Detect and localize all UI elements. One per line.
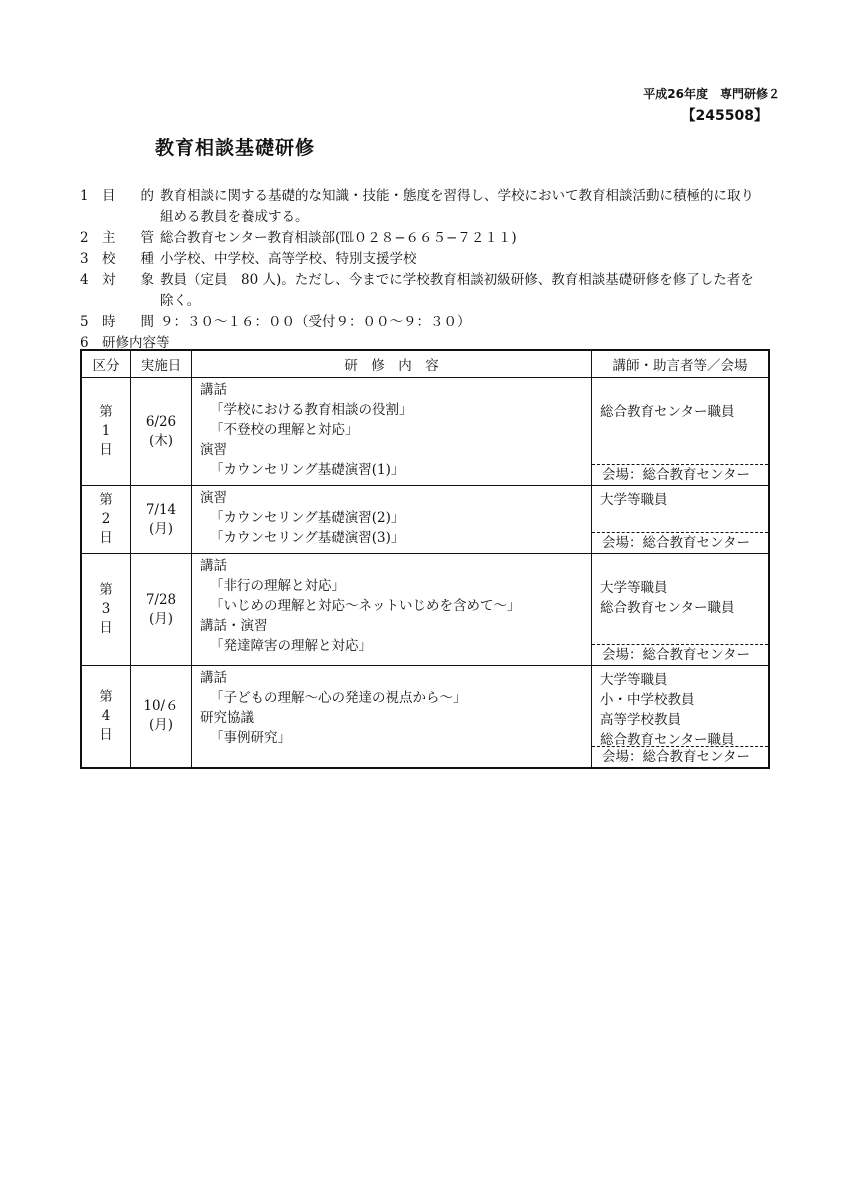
- outline-item: [80, 207, 775, 228]
- outline-item-label: [102, 312, 160, 333]
- instructor-name: 大学等職員: [600, 672, 668, 688]
- instructor-name: 総合教育センター職員: [600, 600, 735, 616]
- session-topic: 「発達障害の理解と対応」: [210, 638, 372, 654]
- instructor-name: 高等学校教員: [600, 712, 681, 728]
- instructor-cell: [592, 666, 770, 768]
- session-topic: 「いじめの理解と対応〜ネットいじめを含めて〜」: [210, 598, 521, 614]
- outline-item-number: 1: [80, 188, 89, 204]
- session-topic: 「カウンセリング基礎演習(1)」: [210, 462, 405, 478]
- outline-item-text: 教育相談に関する基礎的な知識・技能・態度を習得し、学校において教育相談活動に積極的に取り: [160, 188, 754, 204]
- outline-item-number: [80, 207, 102, 228]
- day-label-char: 第: [99, 582, 113, 598]
- outline-item: [80, 270, 775, 291]
- page-title: 教育相談基礎研修: [155, 137, 316, 159]
- instructor-name: 大学等職員: [600, 580, 668, 596]
- outline-label-char: 研修内容等: [102, 335, 170, 351]
- session-content: [192, 486, 592, 554]
- instructor-cell: [592, 486, 770, 554]
- session-content: [192, 554, 592, 666]
- fiscal-year-label: 平成26年度 専門研修２: [643, 87, 780, 101]
- session-content: [192, 378, 592, 486]
- session-date: [131, 666, 192, 768]
- outline-item-label: [102, 291, 160, 312]
- session-topic: 「不登校の理解と対応」: [210, 422, 359, 438]
- outline-label-char: 象: [140, 272, 154, 288]
- header-date: 実施日: [131, 350, 192, 378]
- outline-label-char: 対: [102, 272, 116, 288]
- outline-item: [80, 249, 775, 270]
- instructor-list: [592, 378, 768, 422]
- course-code: 【245508】: [681, 108, 768, 124]
- session-date-value: 6/26: [145, 413, 177, 430]
- header-content: 研 修 内 容: [192, 350, 592, 378]
- venue-label: 会場：総合教育センター: [592, 746, 768, 767]
- session-date-value: 7/28: [145, 591, 177, 608]
- outline-label-char: 種: [140, 251, 154, 267]
- outline-item-number: 3: [80, 251, 89, 267]
- outline-item-text: ９：３０〜１６：００（受付９：００〜９：３０）: [160, 314, 471, 330]
- session-weekday: (木): [148, 432, 174, 449]
- outline-label-char: 管: [140, 230, 154, 246]
- session-format: 講話: [200, 670, 227, 686]
- outline-item-text: 除く。: [160, 293, 201, 309]
- instructor-name: [600, 382, 768, 402]
- day-label-char: 第: [99, 492, 113, 508]
- session-format: 講話・演習: [200, 618, 268, 634]
- session-format: 演習: [200, 490, 227, 506]
- venue-label: 会場：総合教育センター: [592, 644, 768, 665]
- schedule-header-row: [81, 350, 769, 378]
- day-label-char: 日: [99, 726, 113, 743]
- outline-item-text: 教員（定員 80 人)。ただし、今までに学校教育相談初級研修、教育相談基礎研修を修了した者を: [160, 272, 754, 288]
- day-label-char: 2: [101, 511, 111, 527]
- session-format: 演習: [200, 442, 227, 458]
- session-topic: 「学校における教育相談の役割」: [210, 402, 413, 418]
- session-topic: 「子どもの理解〜心の発達の視点から〜」: [210, 690, 467, 706]
- outline-item: [80, 186, 775, 207]
- outline-item-label: [102, 186, 160, 207]
- session-topic: 「カウンセリング基礎演習(2)」: [210, 510, 405, 526]
- instructor-list: [592, 554, 768, 618]
- outline-label-char: 時: [102, 314, 116, 330]
- outline-label-char: 目: [102, 188, 116, 204]
- outline-item-label: [102, 270, 160, 291]
- instructor-cell: [592, 378, 770, 486]
- session-weekday: (月): [148, 610, 174, 627]
- schedule-row: [81, 378, 769, 486]
- session-format: 講話: [200, 558, 227, 574]
- outline-label-char: 間: [140, 314, 154, 330]
- outline-item: [80, 312, 775, 333]
- session-content: [192, 666, 592, 768]
- day-label: [81, 554, 131, 666]
- instructor-cell: [592, 554, 770, 666]
- instructor-list: [592, 666, 768, 750]
- schedule-table: [80, 349, 770, 769]
- instructor-name: 総合教育センター職員: [600, 404, 735, 420]
- day-label: [81, 378, 131, 486]
- outline-list: [80, 186, 775, 354]
- day-label-char: 第: [99, 404, 113, 420]
- session-date: [131, 554, 192, 666]
- session-weekday: (月): [148, 717, 174, 734]
- venue-label: 会場：総合教育センター: [592, 464, 768, 485]
- instructor-list: [592, 486, 768, 510]
- instructor-name: 小・中学校教員: [600, 692, 695, 708]
- instructor-name: 総合教育センター職員: [600, 732, 735, 748]
- session-format: 研究協議: [200, 710, 254, 726]
- day-label: [81, 666, 131, 768]
- instructor-name: [600, 558, 768, 578]
- day-label-char: 第: [99, 688, 113, 705]
- schedule-row: [81, 554, 769, 666]
- session-topic: 「カウンセリング基礎演習(3)」: [210, 530, 405, 546]
- outline-item-text: 小学校、中学校、高等学校、特別支援学校: [160, 251, 417, 267]
- outline-item-number: 2: [80, 230, 89, 246]
- outline-item-number: [80, 291, 102, 312]
- session-date: [131, 486, 192, 554]
- schedule-row: [81, 486, 769, 554]
- outline-item-text: 総合教育センター教育相談部(℡０２８−６６５−７２１１): [160, 230, 517, 246]
- session-date-value: 10/６: [143, 698, 179, 715]
- header-instructor: 講師・助言者等／会場: [592, 350, 770, 378]
- venue-label: 会場：総合教育センター: [592, 532, 768, 553]
- outline-label-char: 主: [102, 230, 116, 246]
- outline-label-char: 校: [102, 251, 116, 267]
- header-division: 区分: [81, 350, 131, 378]
- outline-item-number: 6: [80, 335, 89, 351]
- day-label-char: 1: [101, 423, 111, 439]
- outline-item: [80, 291, 775, 312]
- day-label-char: 日: [99, 442, 113, 458]
- day-label-char: 日: [99, 620, 113, 636]
- session-topic: 「非行の理解と対応」: [210, 578, 345, 594]
- outline-item-label: [102, 228, 160, 249]
- outline-item: [80, 228, 775, 249]
- outline-item-label: [102, 249, 160, 270]
- instructor-name: 大学等職員: [600, 492, 668, 508]
- schedule-row: [81, 666, 769, 768]
- session-date-value: 7/14: [145, 501, 177, 518]
- day-label-char: 4: [101, 707, 111, 724]
- session-weekday: (月): [148, 520, 174, 537]
- session-format: 講話: [200, 382, 227, 398]
- day-label: [81, 486, 131, 554]
- session-topic: 「事例研究」: [210, 730, 291, 746]
- outline-item-label: [102, 207, 160, 228]
- outline-label-char: 的: [140, 188, 154, 204]
- day-label-char: 日: [99, 530, 113, 546]
- outline-item-number: 5: [80, 314, 89, 330]
- outline-item-text: 組める教員を養成する。: [160, 209, 309, 225]
- day-label-char: 3: [101, 601, 111, 617]
- outline-item-number: 4: [80, 272, 89, 288]
- session-date: [131, 378, 192, 486]
